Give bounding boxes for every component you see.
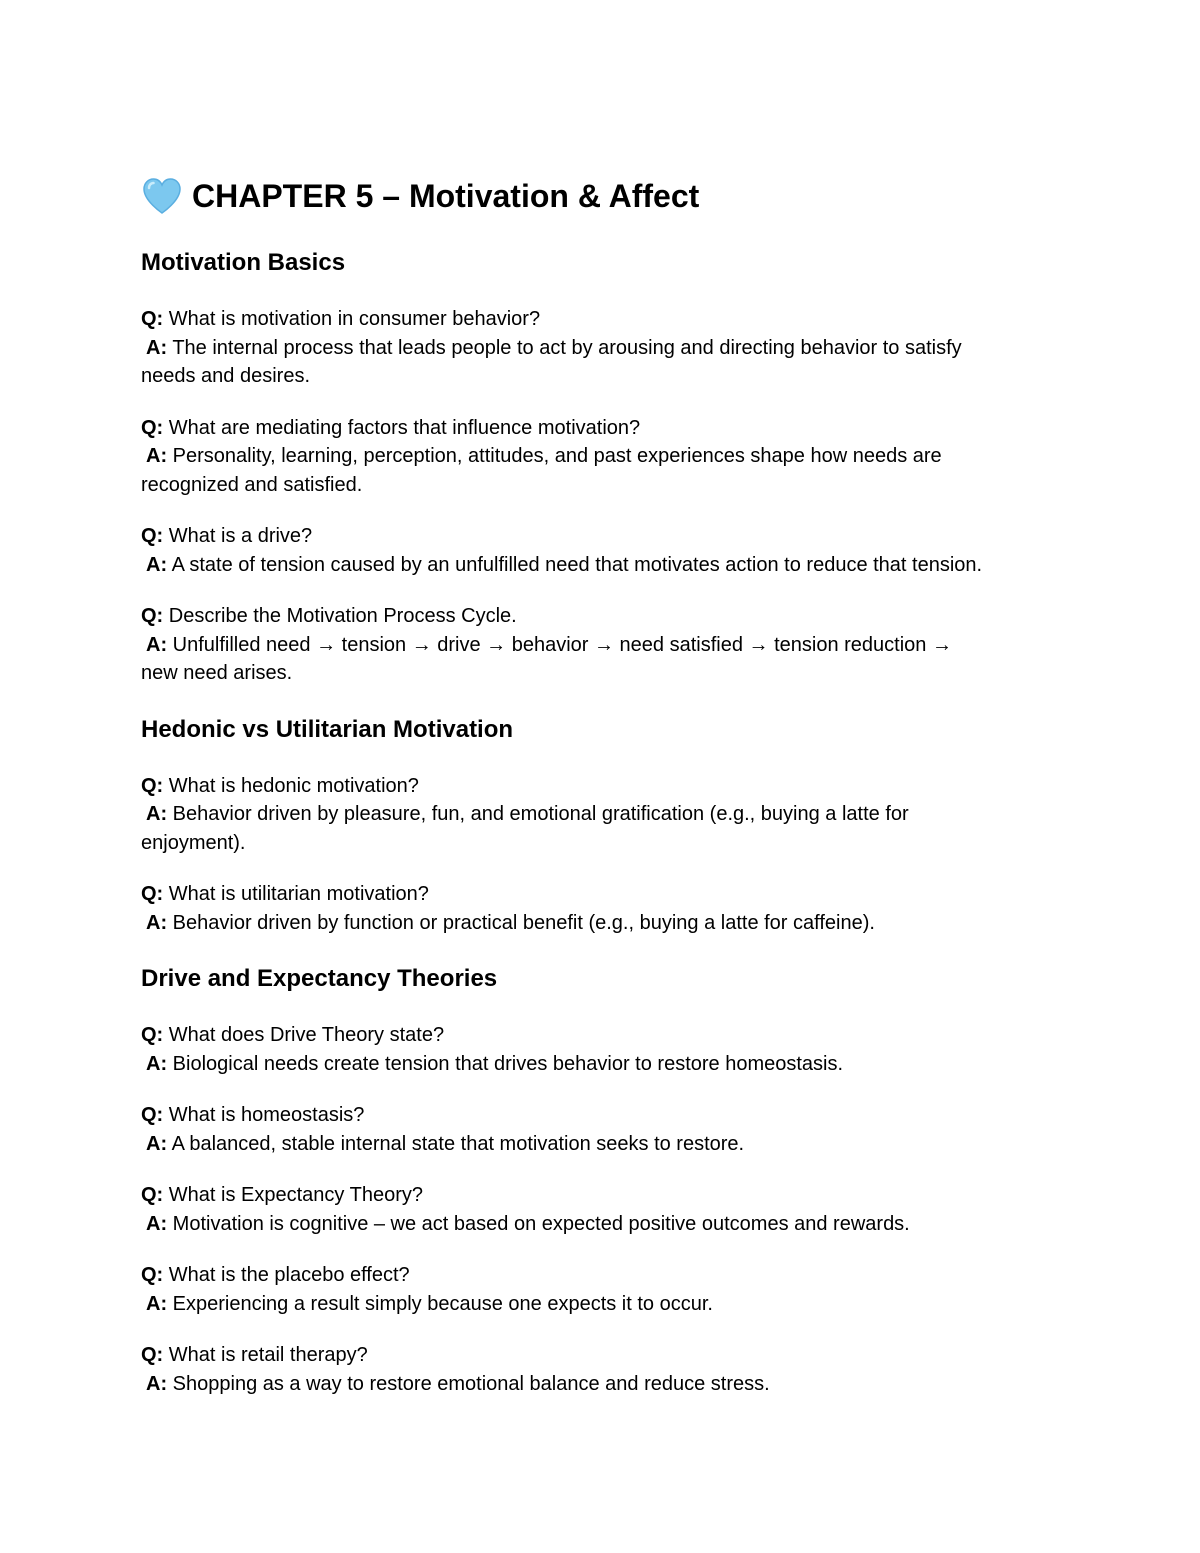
answer-line <box>141 800 1061 829</box>
question-line <box>141 1021 1061 1050</box>
section <box>141 963 1061 1398</box>
question-label: Q: <box>141 1024 164 1046</box>
answer-text: Shopping as a way to restore emotional balance and reduce stress. <box>172 1372 770 1395</box>
answer-text: The internal process that leads people to act by arousing and directing behavior to satisfy <box>172 336 962 359</box>
qa-item <box>141 305 1061 391</box>
answer-label: A: <box>146 1132 168 1155</box>
question-label: Q: <box>141 883 164 905</box>
answer-label: A: <box>146 911 168 934</box>
qa-item <box>141 1101 1061 1158</box>
question-text: What is Expectancy Theory? <box>168 1184 423 1206</box>
answer-text: Unfulfilled need → tension → drive → behavior → need satisfied → tension reduction → <box>172 633 952 656</box>
qa-item <box>141 414 1061 500</box>
page-title <box>141 170 1061 222</box>
blue-heart-icon <box>141 176 183 216</box>
answer-text-continued: needs and desires. <box>141 365 311 387</box>
question-line <box>141 880 1061 909</box>
question-text: What is retail therapy? <box>168 1344 368 1366</box>
sections-container <box>141 247 1061 1398</box>
question-text: Describe the Motivation Process Cycle. <box>168 605 517 627</box>
answer-text: A balanced, stable internal state that motivation seeks to restore. <box>171 1132 745 1155</box>
answer-line <box>141 1210 1061 1239</box>
answer-line <box>141 1370 1061 1399</box>
question-line <box>141 414 1061 443</box>
question-line <box>141 772 1061 801</box>
question-text: What is homeostasis? <box>168 1104 365 1126</box>
question-label: Q: <box>141 1264 164 1286</box>
question-label: Q: <box>141 308 164 330</box>
qa-item <box>141 1261 1061 1318</box>
question-text: What is motivation in consumer behavior? <box>168 308 541 330</box>
section <box>141 714 1061 938</box>
question-line <box>141 1181 1061 1210</box>
question-line <box>141 1341 1061 1370</box>
section <box>141 247 1061 688</box>
qa-item <box>141 1341 1061 1398</box>
qa-item <box>141 1021 1061 1078</box>
answer-line <box>141 909 1061 938</box>
answer-line <box>141 551 1061 580</box>
answer-line <box>141 631 1061 660</box>
question-text: What is utilitarian motivation? <box>168 883 429 905</box>
question-text: What is hedonic motivation? <box>168 774 419 797</box>
answer-label: A: <box>146 1212 168 1235</box>
question-line <box>141 602 1061 631</box>
answer-text: Experiencing a result simply because one expects it to occur. <box>172 1292 713 1315</box>
answer-label: A: <box>146 633 168 656</box>
answer-line <box>141 1290 1061 1319</box>
answer-text-continued: new need arises. <box>141 662 293 684</box>
answer-text: Personality, learning, perception, attitudes, and past experiences shape how needs are <box>172 445 942 467</box>
answer-text: Biological needs create tension that drives behavior to restore homeostasis. <box>172 1052 844 1075</box>
question-label: Q: <box>141 1344 164 1366</box>
section-heading: Motivation Basics <box>141 249 346 276</box>
answer-text-continued: enjoyment). <box>141 831 246 854</box>
answer-label: A: <box>146 1372 168 1395</box>
answer-line <box>141 334 1061 363</box>
answer-line <box>141 1050 1061 1079</box>
answer-label: A: <box>146 336 168 359</box>
section-heading: Hedonic vs Utilitarian Motivation <box>141 715 514 743</box>
question-line <box>141 1101 1061 1130</box>
answer-label: A: <box>146 1052 168 1075</box>
question-label: Q: <box>141 1104 164 1126</box>
question-label: Q: <box>141 605 164 627</box>
qa-item <box>141 772 1061 858</box>
answer-label: A: <box>146 803 168 825</box>
answer-text: Behavior driven by function or practical benefit (e.g., buying a latte for caffeine). <box>172 911 875 934</box>
question-line <box>141 305 1061 334</box>
qa-item <box>141 602 1061 688</box>
answer-label: A: <box>146 445 168 467</box>
qa-item <box>141 1181 1061 1238</box>
document-page <box>141 170 1061 1398</box>
question-text: What does Drive Theory state? <box>168 1024 445 1046</box>
question-text: What are mediating factors that influence motivation? <box>168 416 641 439</box>
question-label: Q: <box>141 525 164 547</box>
question-label: Q: <box>141 416 164 439</box>
qa-item <box>141 880 1061 937</box>
question-label: Q: <box>141 1184 164 1206</box>
answer-text: A state of tension caused by an unfulfilled need that motivates action to reduce that tension. <box>171 553 983 576</box>
question-text: What is a drive? <box>168 525 313 547</box>
answer-label: A: <box>146 553 168 576</box>
answer-text: Behavior driven by pleasure, fun, and emotional gratification (e.g., buying a latte for <box>172 803 909 825</box>
section-heading: Drive and Expectancy Theories <box>141 965 498 992</box>
answer-text-continued: recognized and satisfied. <box>141 473 363 496</box>
question-line <box>141 1261 1061 1290</box>
answer-text: Motivation is cognitive – we act based on expected positive outcomes and rewards. <box>172 1212 910 1235</box>
qa-item <box>141 522 1061 579</box>
answer-line <box>141 442 1061 471</box>
question-label: Q: <box>141 774 164 797</box>
page-title-text: CHAPTER 5 – Motivation & Affect <box>192 178 700 214</box>
question-line <box>141 522 1061 551</box>
question-text: What is the placebo effect? <box>168 1264 410 1286</box>
answer-label: A: <box>146 1292 168 1315</box>
answer-line <box>141 1130 1061 1159</box>
